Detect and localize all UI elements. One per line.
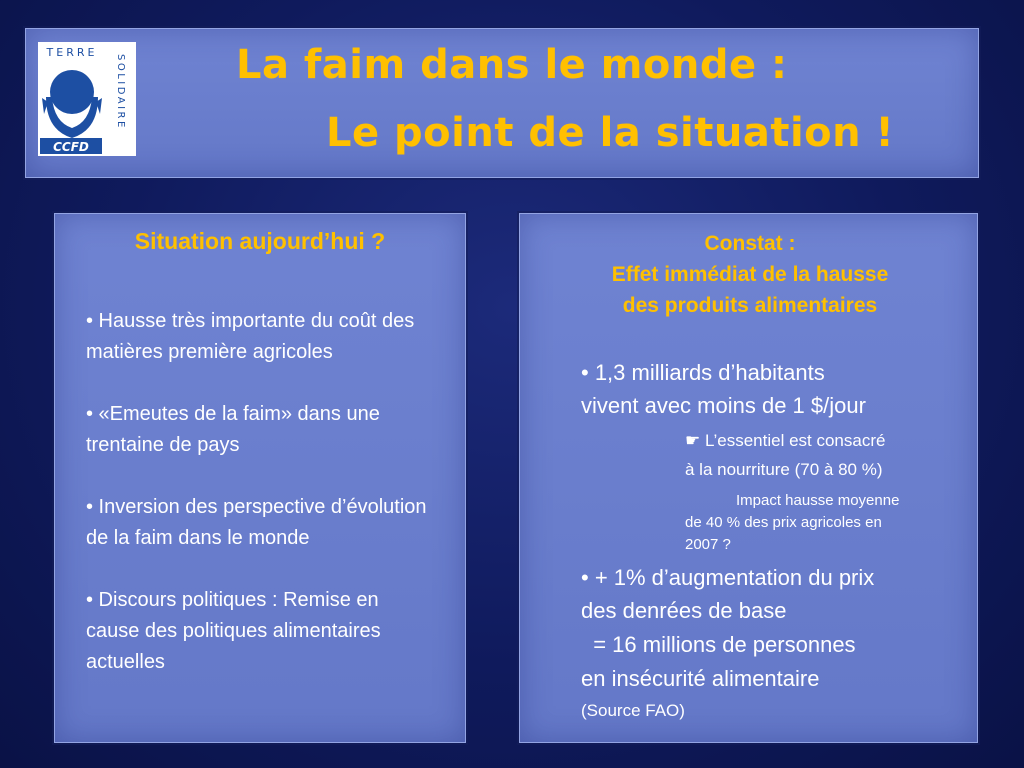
sub2-line-3: 2007 ?: [685, 536, 731, 553]
bullet2-line-3: = 16 millions de personnes: [581, 632, 856, 657]
list-item: • Hausse très importante du coût des matières première agricoles: [86, 310, 415, 363]
left-bullet-list: [86, 306, 436, 709]
right-heading-line-1: Constat :: [704, 232, 796, 255]
right-heading: [540, 228, 960, 321]
bullet2-line-1: • + 1% d’augmentation du prix: [581, 565, 875, 590]
logo-bottom-text: CCFD: [53, 140, 89, 154]
title-line-2: Le point de la situation !: [326, 110, 895, 156]
list-item: • «Emeutes de la faim» dans une trentaine de pays: [86, 403, 380, 456]
right-heading-line-3: des produits alimentaires: [622, 294, 878, 317]
sub1-line-2: à la nourriture (70 à 80 %): [685, 460, 883, 479]
right-heading-line-2: Effet immédiat de la hausse: [611, 263, 889, 286]
logo-side-text: SOLIDAIRE: [115, 54, 126, 130]
source-note: (Source FAO): [581, 701, 685, 720]
logo-top-text: TERRE: [46, 46, 98, 59]
sub2-line-2: de 40 % des prix agricoles en: [685, 514, 882, 531]
left-heading: Situation aujourd’hui ?: [134, 228, 386, 254]
list-item: • Discours politiques : Remise en cause des politiques alimentaires actuelles: [86, 589, 381, 673]
bullet2-line-4: en insécurité alimentaire: [581, 666, 820, 691]
sub2-line-1: Impact hausse moyenne: [736, 492, 900, 509]
bullet1-line-2: vivent avec moins de 1 $/jour: [581, 393, 866, 418]
sub1-line-1: ☛ L’essentiel est consacré: [685, 431, 886, 450]
ccfd-logo: [38, 42, 136, 156]
title-line-1: La faim dans le monde :: [236, 42, 788, 88]
bullet2-line-2: des denrées de base: [581, 598, 787, 623]
list-item: • Inversion des perspective d’évolution de la faim dans le monde: [86, 496, 427, 549]
bullet1-line-1: • 1,3 milliards d’habitants: [581, 360, 825, 385]
